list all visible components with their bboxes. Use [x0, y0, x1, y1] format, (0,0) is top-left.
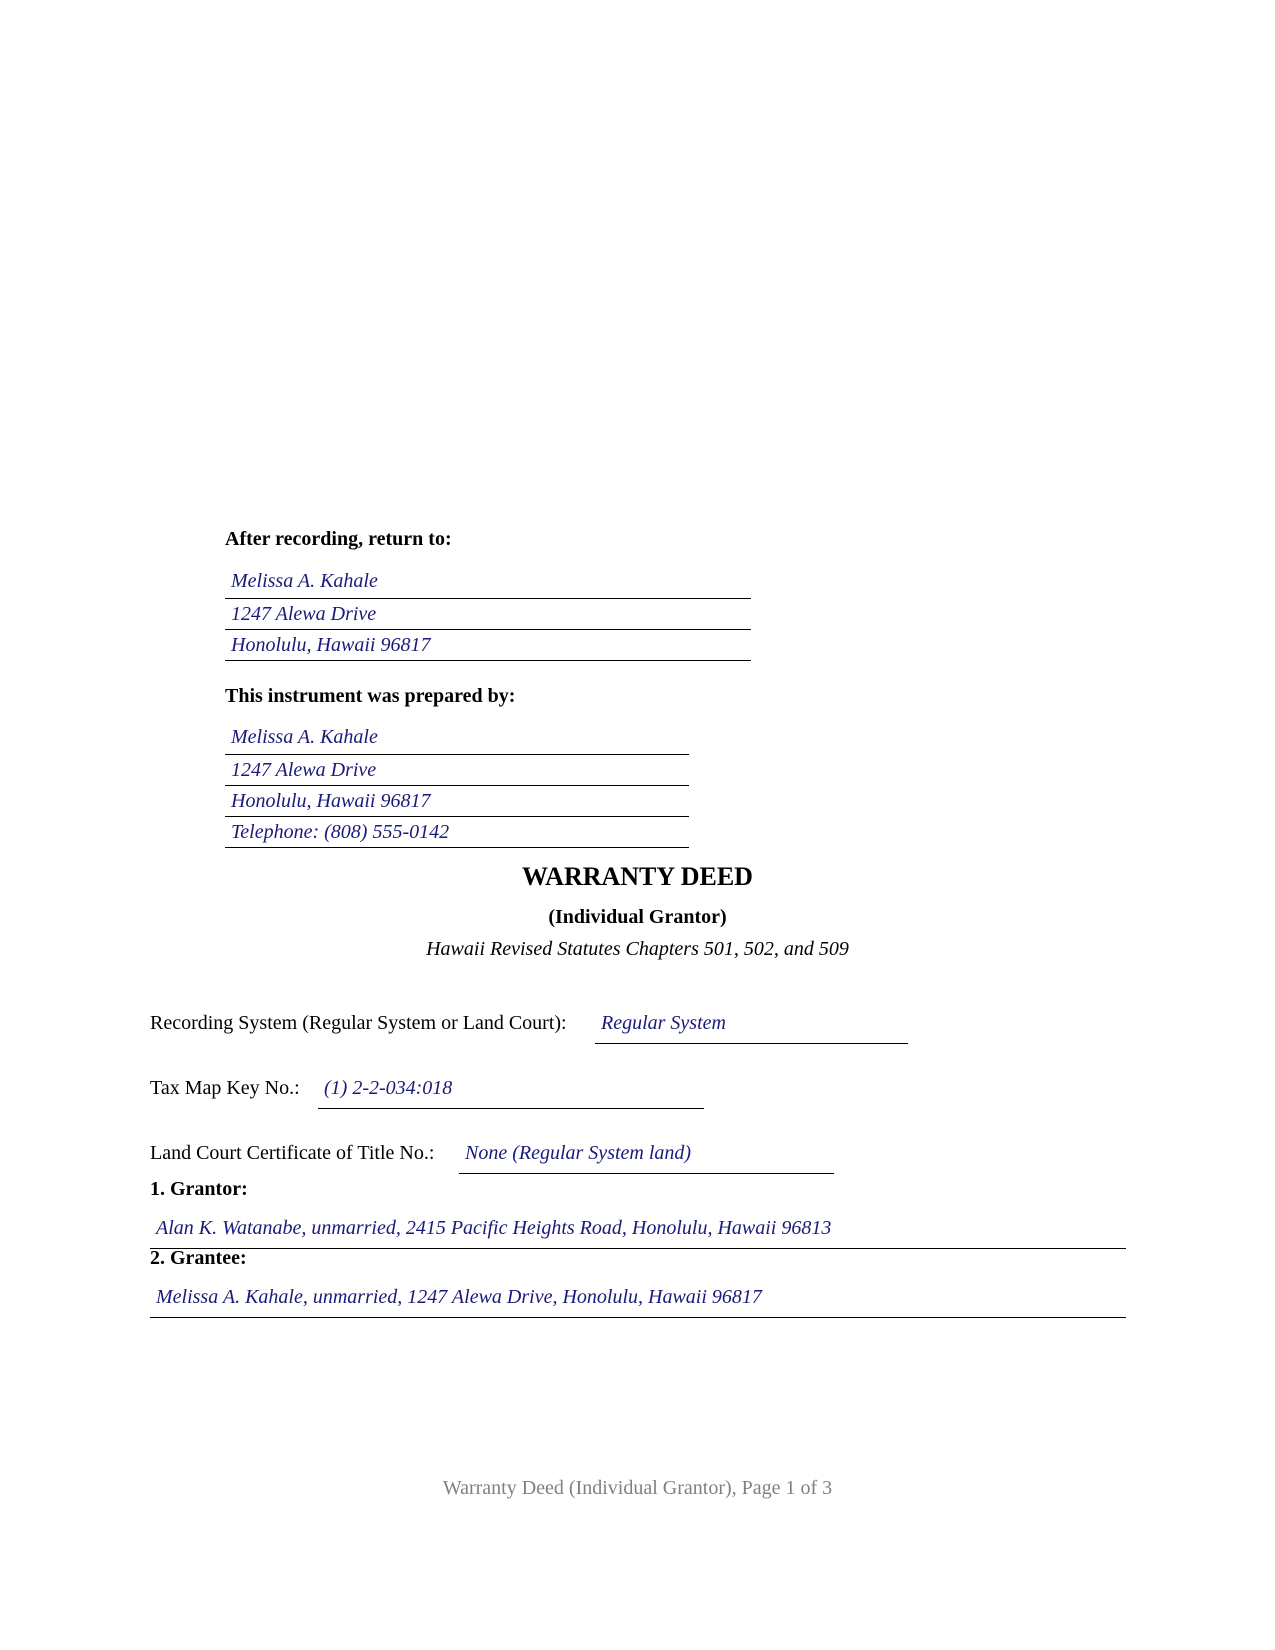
- prepared-by-street-field[interactable]: 1247 Alewa Drive: [225, 755, 689, 786]
- page-footer: Warranty Deed (Individual Grantor), Page 1 of 3: [442, 1477, 833, 1499]
- recording-system-field[interactable]: Regular System: [595, 1008, 908, 1044]
- prepared-by-heading: This instrument was prepared by:: [225, 685, 516, 707]
- certificate-of-title-label: Land Court Certificate of Title No.:: [150, 1142, 435, 1164]
- document-subtitle: (Individual Grantor): [548, 906, 727, 928]
- tax-map-key-label: Tax Map Key No.:: [150, 1077, 300, 1099]
- grantor-heading: 1. Grantor:: [150, 1178, 248, 1200]
- return-to-heading: After recording, return to:: [225, 528, 452, 550]
- prepared-by-city-field[interactable]: Honolulu, Hawaii 96817: [225, 786, 689, 817]
- prepared-by-name-field[interactable]: Melissa A. Kahale: [225, 720, 689, 755]
- prepared-by-phone-field[interactable]: Telephone: (808) 555-0142: [225, 817, 689, 848]
- grantee-field[interactable]: Melissa A. Kahale, unmarried, 1247 Alewa Drive, Honolulu, Hawaii 96817: [150, 1280, 1126, 1318]
- statute-reference: Hawaii Revised Statutes Chapters 501, 502, and 509: [426, 938, 849, 960]
- return-to-street-field[interactable]: 1247 Alewa Drive: [225, 599, 751, 630]
- grantee-heading: 2. Grantee:: [150, 1247, 247, 1269]
- return-to-city-field[interactable]: Honolulu, Hawaii 96817: [225, 630, 751, 661]
- return-to-name-field[interactable]: Melissa A. Kahale: [225, 564, 751, 599]
- recording-system-label: Recording System (Regular System or Land Court):: [150, 1012, 567, 1034]
- document-title: WARRANTY DEED: [522, 862, 753, 891]
- tax-map-key-field[interactable]: (1) 2-2-034:018: [318, 1073, 704, 1109]
- certificate-of-title-field[interactable]: None (Regular System land): [459, 1138, 834, 1174]
- grantor-field[interactable]: Alan K. Watanabe, unmarried, 2415 Pacific Heights Road, Honolulu, Hawaii 96813: [150, 1211, 1126, 1249]
